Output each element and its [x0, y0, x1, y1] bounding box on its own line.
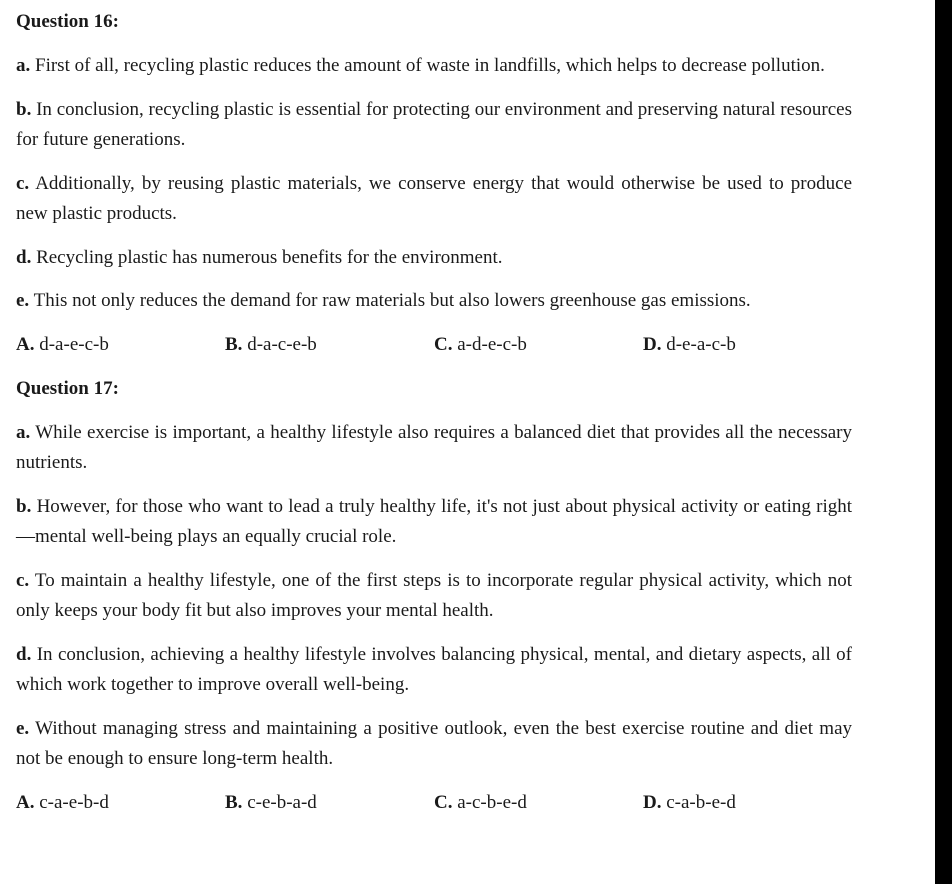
- q17-item-e: [16, 714, 852, 775]
- option-letter: D.: [643, 333, 662, 355]
- question-16-title: Question 16:: [16, 11, 119, 32]
- option-letter: A.: [16, 333, 35, 355]
- item-text: In conclusion, recycling plastic is essential for protecting our environment and preserving natural resources for future generations.: [16, 98, 853, 150]
- option-letter: D.: [643, 791, 662, 813]
- q16-item-a: [16, 51, 852, 82]
- option-letter: C.: [434, 333, 453, 355]
- item-letter: b.: [16, 495, 32, 517]
- item-text: To maintain a healthy lifestyle, one of the first steps is to incorporate regular physical activity, which not only keeps your body fit but also improves your mental health.: [16, 569, 852, 621]
- q17-option-b[interactable]: [225, 788, 434, 818]
- option-letter: B.: [225, 333, 243, 355]
- item-text: Without managing stress and maintaining a positive outlook, even the best exercise routine and diet may not be enough to ensure long-term health.: [16, 717, 852, 769]
- item-text: While exercise is important, a healthy lifestyle also requires a balanced diet that provides all the necessary nutrients.: [16, 421, 852, 473]
- item-letter: a.: [16, 55, 31, 76]
- q16-option-b[interactable]: [225, 330, 434, 360]
- option-letter: B.: [225, 791, 243, 813]
- item-letter: e.: [16, 290, 30, 311]
- item-text: First of all, recycling plastic reduces the amount of waste in landfills, which helps to decrease pollution.: [35, 55, 825, 76]
- q17-option-a[interactable]: [16, 788, 225, 818]
- q16-option-a[interactable]: [16, 330, 225, 360]
- q16-option-c[interactable]: [434, 330, 643, 360]
- option-text: a-d-e-c-b: [457, 333, 527, 355]
- document-content: [16, 8, 852, 818]
- q17-option-d[interactable]: [643, 788, 852, 818]
- item-text: Recycling plastic has numerous benefits for the environment.: [36, 246, 503, 268]
- q16-item-b: [16, 95, 852, 156]
- option-letter: C.: [434, 791, 453, 813]
- option-text: c-e-b-a-d: [247, 791, 317, 813]
- question-17-title: Question 17:: [16, 377, 119, 399]
- option-text: d-a-e-c-b: [39, 333, 109, 355]
- item-letter: b.: [16, 98, 32, 120]
- item-letter: a.: [16, 421, 31, 443]
- option-letter: A.: [16, 791, 35, 813]
- item-letter: e.: [16, 717, 30, 739]
- q17-option-c[interactable]: [434, 788, 643, 818]
- item-letter: d.: [16, 643, 32, 665]
- item-letter: d.: [16, 246, 32, 268]
- q16-answer-options: [16, 330, 852, 360]
- option-text: c-a-e-b-d: [39, 791, 109, 813]
- option-text: c-a-b-e-d: [666, 791, 736, 813]
- item-text: Additionally, by reusing plastic materials, we conserve energy that would otherwise be used to produce new plastic products.: [16, 172, 852, 224]
- q17-item-b: [16, 492, 852, 553]
- item-letter: c.: [16, 172, 30, 194]
- q16-option-d[interactable]: [643, 330, 852, 360]
- item-text: However, for those who want to lead a truly healthy life, it's not just about physical activity or eating right—mental well-being plays an equally crucial role.: [16, 495, 852, 547]
- option-text: d-a-c-e-b: [247, 333, 317, 355]
- option-text: d-e-a-c-b: [666, 333, 736, 355]
- item-text: In conclusion, achieving a healthy lifestyle involves balancing physical, mental, and dietary aspects, all of which work together to improve overall well-being.: [16, 643, 852, 695]
- q16-item-c: [16, 169, 852, 230]
- item-letter: c.: [16, 569, 30, 591]
- q17-item-c: [16, 566, 852, 627]
- q17-item-a: [16, 418, 852, 479]
- q16-item-e: [16, 286, 852, 317]
- q17-answer-options: [16, 788, 852, 818]
- item-text: This not only reduces the demand for raw materials but also lowers greenhouse gas emissions.: [33, 290, 751, 311]
- q16-item-d: [16, 243, 852, 274]
- window-edge-strip: [935, 0, 952, 884]
- option-text: a-c-b-e-d: [457, 791, 527, 813]
- q17-item-d: [16, 640, 852, 701]
